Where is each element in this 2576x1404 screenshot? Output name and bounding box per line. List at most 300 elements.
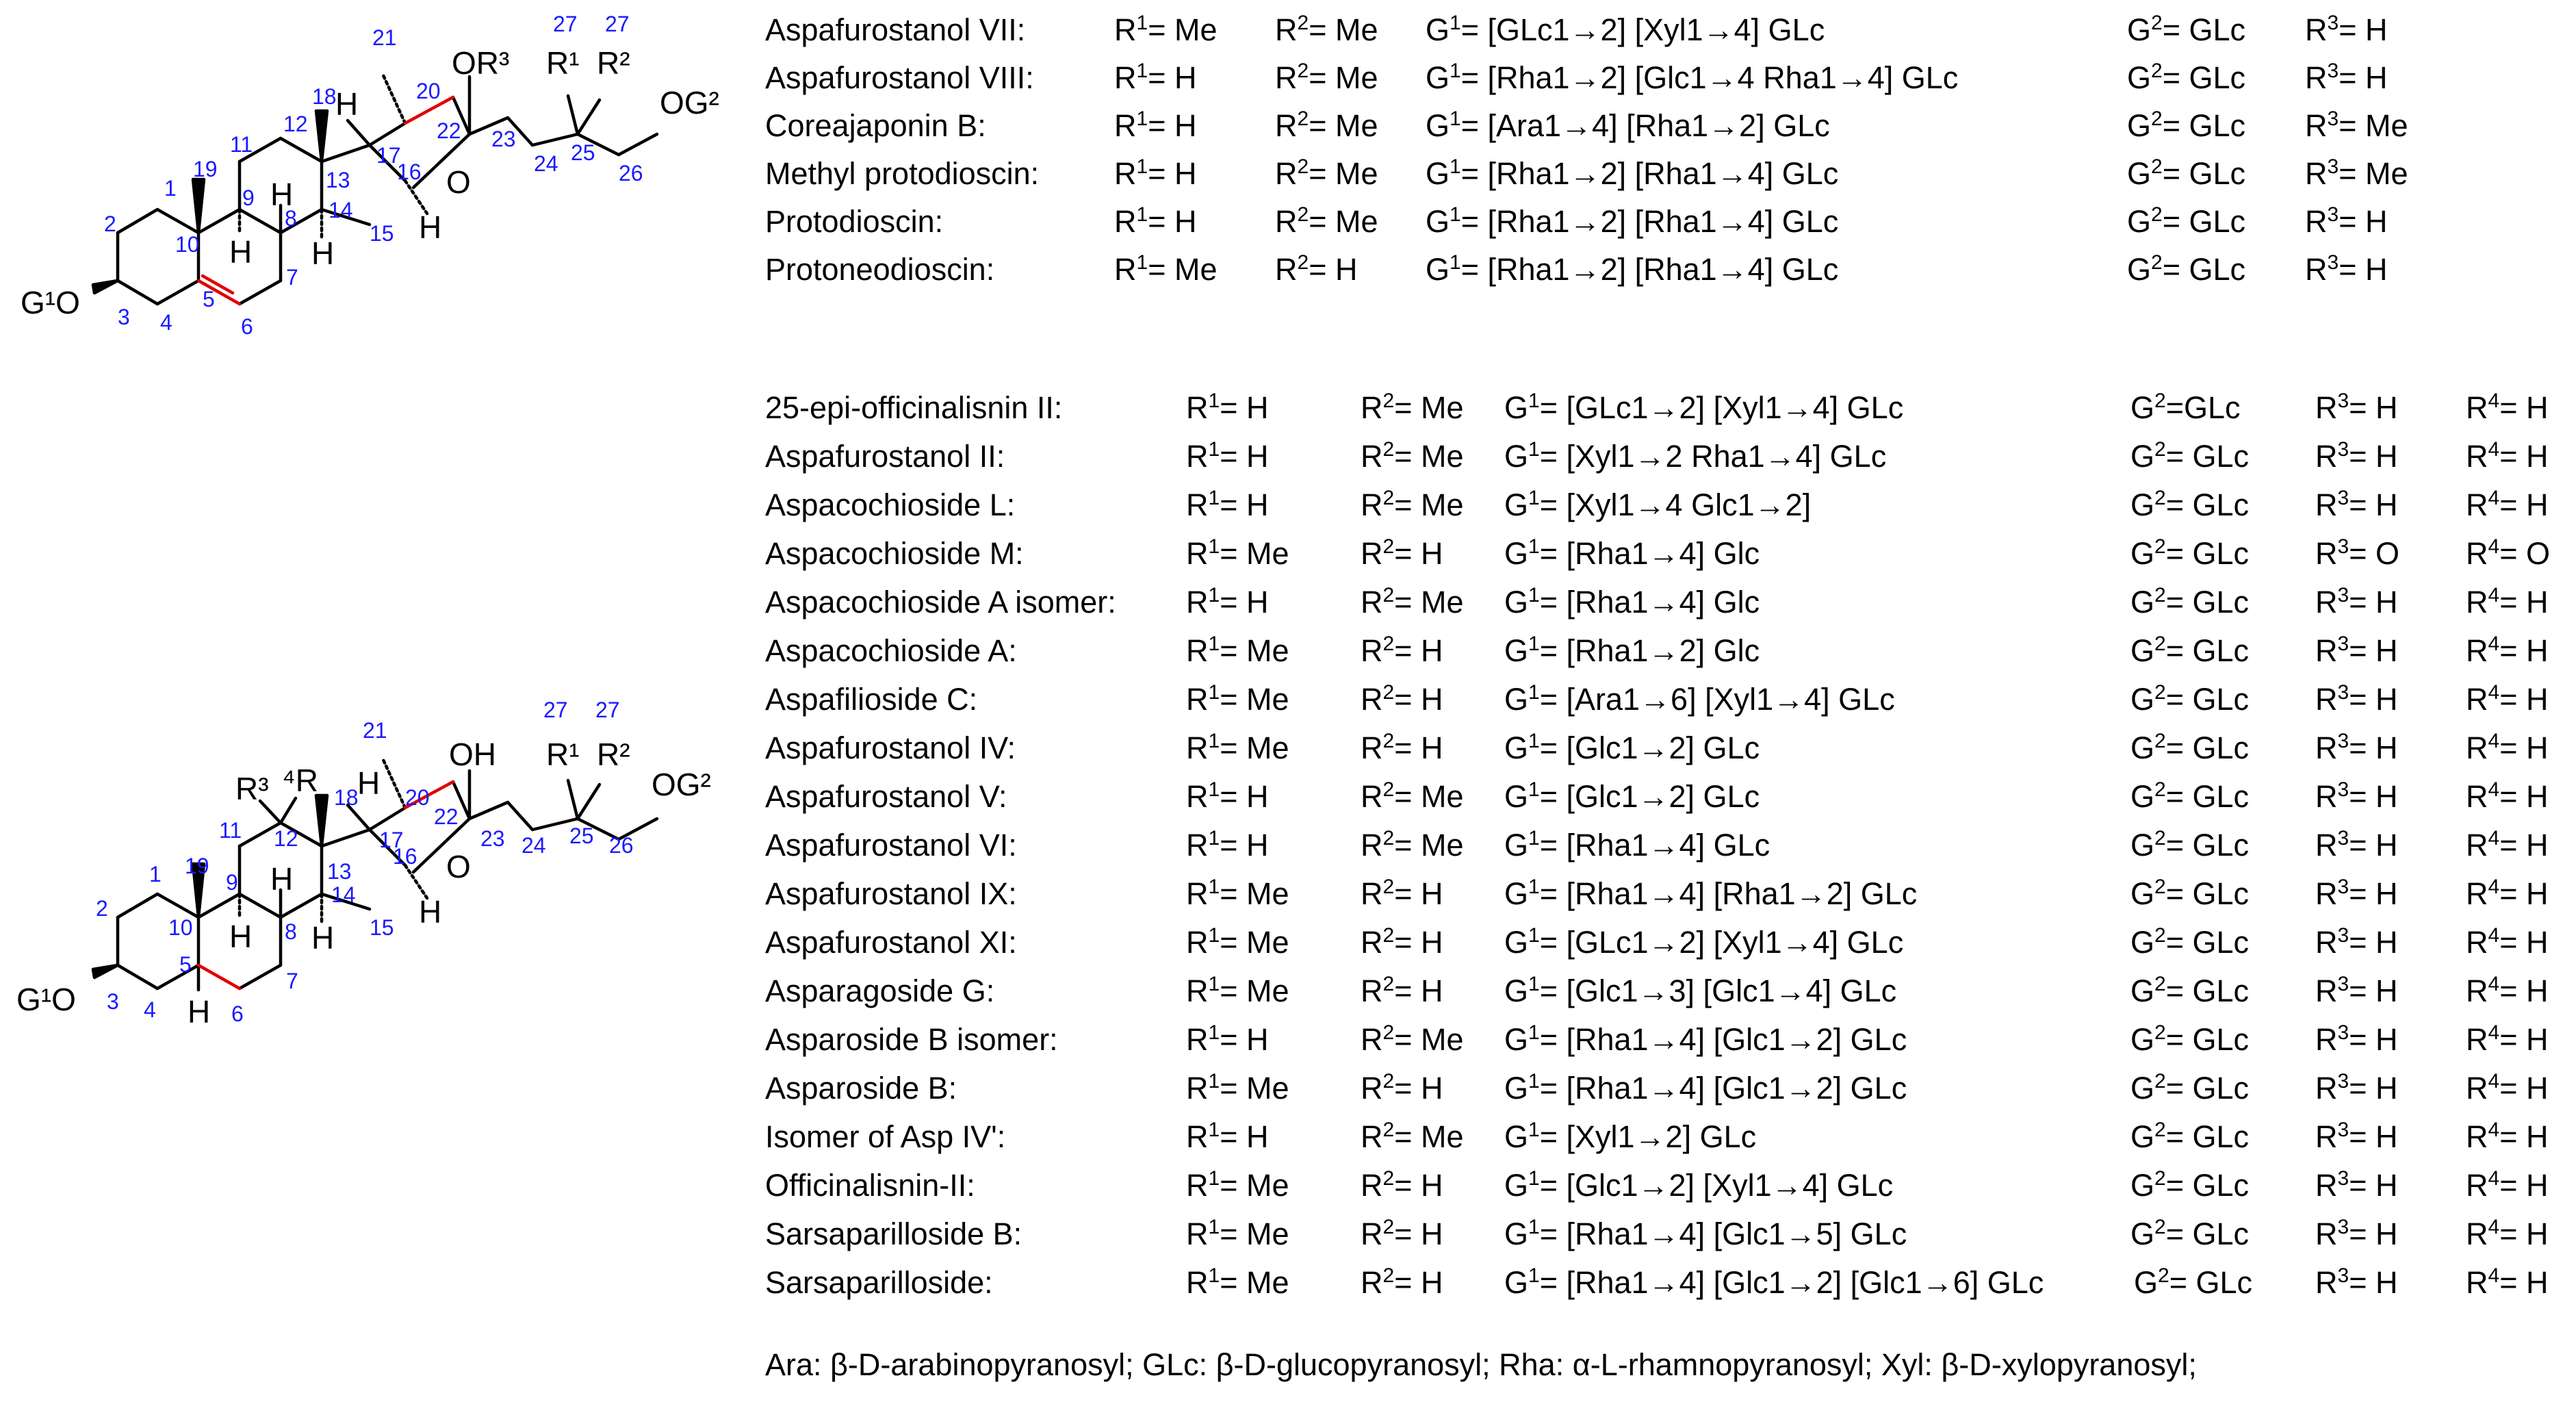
g1-cell: $G^1= [Glc1\to 2]$ [Xyl1→4] GLc: [1504, 1167, 1894, 1203]
g2-value: = GLc: [2165, 973, 2250, 1008]
r1-cell: $R^1= H$: [1114, 60, 1197, 95]
compound-name: Officinalisnin-II:: [765, 1168, 975, 1203]
compound-name: Protodioscin:: [765, 204, 944, 239]
g2-value: = GLc: [2165, 730, 2250, 765]
g2-value: = GLc: [2165, 487, 2250, 522]
svg-text:16: 16: [397, 159, 422, 184]
g2-cell: $G^2=$ GLc: [2130, 973, 2250, 1008]
bottom-row: [765, 1168, 2572, 1209]
g2-value: = GLc: [2165, 779, 2250, 814]
g1-cell: $G^1= [Glc1\to 2]$ GLc: [1504, 778, 1760, 814]
g1-cell: $G^1= [Rha1\to 2]$ [Rha1→4] GLc: [1426, 251, 1839, 287]
r4-cell: $R^4= H$: [2466, 1167, 2549, 1203]
r2-value: Me: [1420, 828, 1464, 863]
g2-value: GLc: [2189, 156, 2246, 191]
r2-cell: $R^2= H$: [1361, 633, 1443, 668]
g1-value: [Glc1→2] [Xyl1→4] GLc: [1566, 1168, 1894, 1203]
r2-cell: $R^2= Me$: [1275, 60, 1378, 95]
bottom-h9: H: [229, 919, 253, 954]
bottom-r3: R³: [235, 771, 269, 806]
g2-cell: $G^2=$ GLc: [2127, 107, 2246, 143]
r1-value: Me: [1246, 536, 1289, 571]
top-structure: [0, 0, 760, 383]
g1-value: [Rha1→4] GLc: [1566, 828, 1770, 863]
r1-value: Me: [1246, 876, 1289, 911]
r3-cell: $R^3= Me$: [2305, 107, 2408, 143]
g1-cell: $G^1= [Xyl1\to 2$ Rha1→4] GLc: [1504, 438, 1887, 474]
svg-text:4: 4: [160, 310, 172, 335]
compound-name: Aspafurostanol VIII:: [765, 60, 1034, 95]
g1-cell: $G^1= [Rha1\to 4]$ GLc: [1504, 827, 1770, 863]
bottom-row: [765, 1022, 2572, 1063]
r1-value: Me: [1246, 1071, 1289, 1106]
bottom-row: [765, 439, 2572, 480]
bottom-h14: H: [311, 920, 335, 956]
compound-name: Methyl protodioscin:: [765, 156, 1040, 191]
g1-cell: $G^1= [Xyl1\to 2]$ GLc: [1504, 1119, 1757, 1154]
svg-text:21: 21: [372, 25, 397, 50]
g1-cell: $G^1= [Rha1\to 4]$ Glc: [1504, 535, 1760, 571]
r3-cell: $R^3= H$: [2315, 1264, 2398, 1300]
r2-cell: $R^2= Me$: [1275, 203, 1378, 239]
bottom-row: [765, 925, 2572, 966]
g1-value: [GLc1→2] [Xyl1→4] GLc: [1566, 925, 1904, 960]
svg-text:3: 3: [118, 305, 130, 329]
r4-value: H: [2525, 973, 2549, 1008]
r1-value: Me: [1174, 12, 1218, 47]
r2-value: H: [1420, 973, 1443, 1008]
g1-cell: $G^1= [Xyl1\to 4$ Glc1→2]: [1504, 487, 1812, 522]
bottom-og2: OG²: [652, 767, 711, 802]
g1-cell: $G^1= [GLc1\to 2]$ [Xyl1→4] GLc: [1504, 390, 1904, 425]
g2-value: = GLc: [2165, 876, 2250, 911]
r4-cell: $R^4= H$: [2466, 1070, 2549, 1106]
r4-value: H: [2525, 730, 2549, 765]
bottom-row: [765, 1265, 2572, 1306]
r1-value: Me: [1246, 730, 1289, 765]
bottom-row: [765, 1216, 2572, 1258]
svg-text:12: 12: [274, 826, 298, 851]
r3-value: H: [2375, 973, 2398, 1008]
svg-text:24: 24: [521, 833, 546, 858]
g1-value: [Ara1→4] [Rha1→2] GLc: [1487, 108, 1830, 143]
top-h16: H: [419, 209, 442, 245]
r1-cell: $R^1= Me$: [1186, 1070, 1289, 1106]
g1-value: [Glc1→2] GLc: [1566, 730, 1760, 765]
r3-cell: $R^3= H$: [2315, 1119, 2398, 1154]
r2-value: H: [1420, 730, 1443, 765]
top-compound-table: [765, 12, 2558, 300]
r1-cell: $R^1= Me$: [1186, 681, 1289, 717]
g2-cell: $G^2=$ GLc: [2130, 730, 2250, 765]
r1-cell: $R^1= Me$: [1114, 251, 1218, 287]
g2-cell: $G^2=$ GLc: [2130, 1216, 2250, 1251]
bottom-row: [765, 876, 2572, 917]
top-row: [765, 12, 2558, 53]
compound-name: Coreajaponin B:: [765, 108, 986, 143]
bottom-row: [765, 390, 2572, 431]
r4-cell: $R^4= H$: [2466, 681, 2549, 717]
compound-name: Aspafurostanol VI:: [765, 828, 1017, 863]
r4-value: H: [2525, 682, 2549, 717]
g2-value: = GLc: [2165, 1022, 2250, 1057]
r4-value: H: [2525, 1022, 2549, 1057]
bottom-h16: H: [419, 894, 442, 930]
bottom-row: [765, 633, 2572, 674]
r2-value: Me: [1335, 204, 1378, 239]
g2-cell: $G^2=$ GLc: [2130, 633, 2250, 668]
r2-value: Me: [1335, 12, 1378, 47]
g1-cell: $G^1= [Glc1\to 2]$ GLc: [1504, 730, 1760, 765]
r1-cell: $R^1= H$: [1114, 107, 1197, 143]
r3-cell: $R^3= H$: [2315, 390, 2398, 425]
r2-value: H: [1335, 252, 1358, 287]
r4-value: H: [2525, 779, 2549, 814]
compound-name: Aspafurostanol V:: [765, 779, 1007, 814]
bottom-h20: H: [357, 765, 381, 801]
r3-value: H: [2375, 1168, 2398, 1203]
bottom-r2: R²: [597, 737, 630, 772]
r4-value: H: [2525, 487, 2549, 522]
bottom-h8: H: [270, 861, 294, 897]
r4-value: H: [2525, 1168, 2549, 1203]
g1-value: [Glc1→3] [Glc1→4] GLc: [1566, 973, 1897, 1008]
r4-cell: $R^4= H$: [2466, 584, 2549, 620]
compound-name: Aspafurostanol II:: [765, 439, 1005, 474]
r1-cell: $R^1= Me$: [1186, 535, 1289, 571]
g2-cell: $G^2=$ GLc: [2127, 203, 2246, 239]
g1-cell: $G^1= [Rha1\to 4]$ [Glc1→2] [Glc1→6] GLc: [1504, 1264, 2044, 1300]
g1-value: [Rha1→4] [Rha1→2] GLc: [1566, 876, 1918, 911]
r1-value: H: [1246, 779, 1269, 814]
g1-cell: $G^1= [Rha1\to 2]$ [Rha1→4] GLc: [1426, 155, 1839, 191]
r2-value: Me: [1420, 779, 1464, 814]
r2-value: H: [1420, 633, 1443, 668]
r3-value: H: [2375, 682, 2398, 717]
svg-text:2: 2: [96, 896, 108, 921]
bottom-r4: ⁴R: [282, 763, 318, 798]
r2-cell: $R^2= H$: [1361, 973, 1443, 1008]
g1-cell: $G^1= [Rha1\to 4]$ Glc: [1504, 584, 1760, 620]
bottom-oh: OH: [449, 737, 496, 772]
r1-cell: $R^1= Me$: [1186, 1264, 1289, 1300]
r3-cell: $R^3= H$: [2315, 1167, 2398, 1203]
g2-cell: $G^2=$ GLc: [2130, 1167, 2250, 1203]
r1-value: Me: [1174, 252, 1218, 287]
r1-value: H: [1246, 585, 1269, 620]
g2-cell: $G^2=$ GLc: [2130, 584, 2250, 620]
g1-value: [Rha1→4] Glc: [1566, 585, 1760, 620]
g2-value: GLc: [2189, 108, 2246, 143]
r2-value: Me: [1420, 1119, 1464, 1154]
r2-cell: $R^2= Me$: [1361, 1021, 1464, 1057]
g1-value: [Rha1→4] Glc: [1566, 536, 1760, 571]
r1-value: H: [1246, 487, 1269, 522]
top-h20: H: [335, 86, 359, 122]
bottom-g1o-label: G¹O: [16, 982, 76, 1017]
r4-cell: $R^4= H$: [2466, 1216, 2549, 1251]
bottom-row: [765, 779, 2572, 820]
r3-cell: $R^3= H$: [2315, 924, 2398, 960]
r1-value: H: [1174, 108, 1197, 143]
r1-cell: $R^1= H$: [1186, 438, 1269, 474]
bottom-r1: R¹: [546, 737, 580, 772]
bottom-row: [765, 1119, 2572, 1160]
r4-value: H: [2525, 1216, 2549, 1251]
svg-text:5: 5: [203, 287, 215, 311]
g2-value: = GLc: [2165, 682, 2250, 717]
r1-value: Me: [1246, 1216, 1289, 1251]
r1-cell: $R^1= H$: [1186, 584, 1269, 620]
top-h9: H: [229, 234, 253, 270]
r3-value: H: [2375, 730, 2398, 765]
svg-text:14: 14: [331, 882, 356, 907]
g1-cell: $G^1= [Ara1\to 4]$ [Rha1→2] GLc: [1426, 107, 1830, 143]
svg-text:9: 9: [242, 186, 255, 210]
compound-name: Aspacochioside L:: [765, 487, 1016, 522]
svg-text:21: 21: [363, 718, 387, 743]
g1-value: [Xyl1→2 Rha1→4] GLc: [1566, 439, 1887, 474]
r3-cell: $R^3= H$: [2315, 730, 2398, 765]
g2-cell: $G^2=$ GLc: [2130, 876, 2250, 911]
r2-value: H: [1420, 1071, 1443, 1106]
svg-text:19: 19: [185, 854, 209, 878]
compound-name: Aspafurostanol XI:: [765, 925, 1017, 960]
g2-cell: $G^2=$ GLc: [2130, 438, 2250, 474]
r4-cell: $R^4= H$: [2466, 876, 2549, 911]
svg-text:24: 24: [534, 151, 558, 176]
r2-cell: $R^2= H$: [1361, 1264, 1443, 1300]
r3-value: H: [2375, 1216, 2398, 1251]
r1-value: Me: [1246, 1265, 1289, 1300]
g1-value: [Rha1→2] [Rha1→4] GLc: [1487, 204, 1839, 239]
svg-text:25: 25: [569, 824, 594, 848]
svg-text:8: 8: [285, 919, 297, 944]
r1-value: H: [1246, 1022, 1269, 1057]
g1-value: [Xyl1→2] GLc: [1566, 1119, 1757, 1154]
svg-text:16: 16: [393, 844, 417, 869]
r1-cell: $R^1= Me$: [1186, 973, 1289, 1008]
svg-text:20: 20: [416, 79, 441, 103]
g1-value: [Ara1→6] [Xyl1→4] GLc: [1566, 682, 1895, 717]
r3-value: O: [2375, 536, 2399, 571]
svg-text:4: 4: [144, 997, 156, 1022]
r2-value: Me: [1420, 390, 1464, 425]
svg-text:7: 7: [286, 969, 298, 993]
r2-value: H: [1420, 1216, 1443, 1251]
r4-cell: $R^4= H$: [2466, 827, 2549, 863]
r3-value: H: [2375, 876, 2398, 911]
r1-value: Me: [1246, 682, 1289, 717]
r1-cell: $R^1= Me$: [1186, 730, 1289, 765]
compound-name: Aspafurostanol VII:: [765, 12, 1026, 47]
r3-value: H: [2375, 585, 2398, 620]
r2-value: Me: [1420, 585, 1464, 620]
r1-cell: $R^1= H$: [1186, 390, 1269, 425]
r1-value: Me: [1246, 973, 1289, 1008]
bottom-compound-table: [765, 390, 2572, 1321]
r2-cell: $R^2= H$: [1361, 1070, 1443, 1106]
r4-cell: $R^4= H$: [2466, 778, 2549, 814]
sugar-abbreviation-legend: Ara: β-D-arabinopyranosyl; GLc: β-D-glucopyranosyl; Rha: α-L-rhamnopyranosyl; Xyl: β-D-xylopyranosyl;: [765, 1347, 2197, 1382]
r3-value: H: [2375, 1071, 2398, 1106]
r1-cell: $R^1= Me$: [1186, 1216, 1289, 1251]
r1-cell: $R^1= H$: [1186, 1119, 1269, 1154]
svg-text:26: 26: [609, 833, 634, 858]
r2-cell: $R^2= H$: [1361, 681, 1443, 717]
r1-cell: $R^1= H$: [1186, 487, 1269, 522]
r3-value: H: [2375, 439, 2398, 474]
svg-text:27: 27: [595, 698, 620, 722]
g2-value: GLc: [2189, 12, 2246, 47]
svg-text:10: 10: [168, 915, 193, 940]
bottom-row: [765, 973, 2572, 1014]
r4-cell: $R^4= O$: [2466, 535, 2550, 571]
r1-cell: $R^1= Me$: [1186, 924, 1289, 960]
r1-cell: $R^1= Me$: [1186, 1167, 1289, 1203]
bottom-row: [765, 487, 2572, 528]
r4-cell: $R^4= H$: [2466, 973, 2549, 1008]
g1-cell: $G^1= [Rha1\to 4]$ [Glc1→5] GLc: [1504, 1216, 1907, 1251]
svg-text:27: 27: [543, 698, 568, 722]
r2-value: H: [1420, 682, 1443, 717]
compound-name: Asparoside B isomer:: [765, 1022, 1058, 1057]
g2-cell: $G^2=$ GLc: [2134, 1264, 2253, 1300]
g2-cell: $G^2=$ GLc: [2127, 251, 2246, 287]
svg-text:23: 23: [480, 826, 505, 851]
r3-cell: $R^3= Me$: [2305, 155, 2408, 191]
svg-text:22: 22: [434, 804, 459, 829]
top-or3: OR³: [452, 45, 510, 81]
svg-text:27: 27: [553, 12, 578, 36]
r1-cell: $R^1= Me$: [1186, 876, 1289, 911]
r4-cell: $R^4= H$: [2466, 633, 2549, 668]
compound-name: Isomer of Asp IV':: [765, 1119, 1006, 1154]
compound-name: 25-epi-officinalisnin II:: [765, 390, 1063, 425]
r3-cell: $R^3= H$: [2305, 12, 2388, 47]
g1-cell: $G^1= [GLc1\to 2]$ [Xyl1→4] GLc: [1426, 12, 1825, 47]
r2-cell: $R^2= Me$: [1361, 487, 1464, 522]
g2-value: = GLc: [2165, 1071, 2250, 1106]
compound-name: Aspafurostanol IX:: [765, 876, 1017, 911]
svg-text:6: 6: [231, 1001, 244, 1026]
r1-value: Me: [1246, 633, 1289, 668]
r2-cell: $R^2= H$: [1361, 535, 1443, 571]
compound-name: Aspafilioside C:: [765, 682, 978, 717]
g1-cell: $G^1= [Rha1\to 4]$ [Glc1→2] GLc: [1504, 1021, 1907, 1057]
r3-cell: $R^3= H$: [2315, 438, 2398, 474]
top-o-ring: O: [446, 164, 471, 200]
r3-cell: $R^3= H$: [2315, 827, 2398, 863]
r2-value: H: [1420, 876, 1443, 911]
bottom-row: [765, 585, 2572, 626]
svg-text:3: 3: [107, 989, 119, 1014]
r3-value: H: [2375, 1265, 2398, 1300]
compound-name: Aspacochioside A isomer:: [765, 585, 1116, 620]
r3-cell: $R^3= H$: [2315, 584, 2398, 620]
r4-value: H: [2525, 925, 2549, 960]
bottom-row: [765, 536, 2572, 577]
r3-cell: $R^3= H$: [2305, 60, 2388, 95]
g1-value: [GLc1→2] [Xyl1→4] GLc: [1566, 390, 1904, 425]
g2-cell: $G^2=$ GLc: [2130, 827, 2250, 863]
r3-cell: $R^3= H$: [2315, 633, 2398, 668]
r1-value: H: [1246, 1119, 1269, 1154]
svg-text:2: 2: [104, 212, 116, 236]
r1-cell: $R^1= H$: [1186, 1021, 1269, 1057]
bottom-row: [765, 1071, 2572, 1112]
svg-text:18: 18: [334, 785, 359, 810]
g2-cell: $G^2=GLc$: [2130, 390, 2241, 425]
g1-value: [Rha1→2] [Rha1→4] GLc: [1487, 156, 1839, 191]
r1-cell: $R^1= H$: [1114, 203, 1197, 239]
compound-name: Asparoside B:: [765, 1071, 957, 1106]
g1-cell: $G^1= [Glc1\to 3]$ [Glc1→4] GLc: [1504, 973, 1897, 1008]
r1-value: Me: [1246, 1168, 1289, 1203]
r1-value: H: [1246, 828, 1269, 863]
r3-cell: $R^3= H$: [2305, 203, 2388, 239]
r3-value: H: [2375, 1022, 2398, 1057]
r3-value: Me: [2365, 156, 2408, 191]
g2-cell: $G^2=$ GLc: [2130, 535, 2250, 571]
r4-cell: $R^4= H$: [2466, 390, 2549, 425]
r4-cell: $R^4= H$: [2466, 438, 2549, 474]
r4-cell: $R^4= H$: [2466, 1264, 2549, 1300]
r2-cell: $R^2= H$: [1361, 1216, 1443, 1251]
r4-value: H: [2525, 1071, 2549, 1106]
svg-text:6: 6: [241, 314, 253, 339]
svg-text:10: 10: [175, 232, 200, 257]
svg-text:14: 14: [329, 198, 353, 222]
g2-value: =GLc: [2165, 390, 2241, 425]
top-h8: H: [270, 177, 294, 212]
r3-cell: $R^3= O$: [2315, 535, 2399, 571]
r1-value: H: [1246, 390, 1269, 425]
r3-cell: $R^3= H$: [2315, 1216, 2398, 1251]
r2-cell: $R^2= Me$: [1275, 155, 1378, 191]
g1-value: [Rha1→4] [Glc1→2] [Glc1→6] GLc: [1566, 1265, 2044, 1300]
compound-name: Sarsaparilloside B:: [765, 1216, 1022, 1251]
g2-cell: $G^2=$ GLc: [2127, 12, 2246, 47]
r1-value: H: [1174, 204, 1197, 239]
r4-value: H: [2525, 1119, 2549, 1154]
r4-value: H: [2525, 828, 2549, 863]
g1-value: [Glc1→2] GLc: [1566, 779, 1760, 814]
svg-text:8: 8: [285, 206, 297, 231]
r3-value: H: [2365, 60, 2388, 95]
svg-text:11: 11: [219, 818, 242, 843]
r2-cell: $R^2= Me$: [1275, 107, 1378, 143]
r2-value: H: [1420, 536, 1443, 571]
r2-cell: $R^2= Me$: [1361, 438, 1464, 474]
svg-text:18: 18: [312, 84, 337, 109]
r2-value: H: [1420, 1265, 1443, 1300]
r3-cell: $R^3= H$: [2315, 973, 2398, 1008]
r2-cell: $R^2= H$: [1361, 1167, 1443, 1203]
r3-value: H: [2365, 252, 2388, 287]
r3-cell: $R^3= H$: [2315, 876, 2398, 911]
g1-cell: $G^1= [Rha1\to 2]$ [Rha1→4] GLc: [1426, 203, 1839, 239]
r3-cell: $R^3= H$: [2315, 778, 2398, 814]
svg-text:25: 25: [571, 140, 595, 165]
r4-cell: $R^4= H$: [2466, 730, 2549, 765]
svg-text:1: 1: [164, 176, 177, 201]
r1-value: Me: [1246, 925, 1289, 960]
g2-value: = GLc: [2165, 439, 2250, 474]
r3-value: H: [2375, 390, 2398, 425]
r2-cell: $R^2= Me$: [1361, 390, 1464, 425]
r3-cell: $R^3= H$: [2315, 1070, 2398, 1106]
